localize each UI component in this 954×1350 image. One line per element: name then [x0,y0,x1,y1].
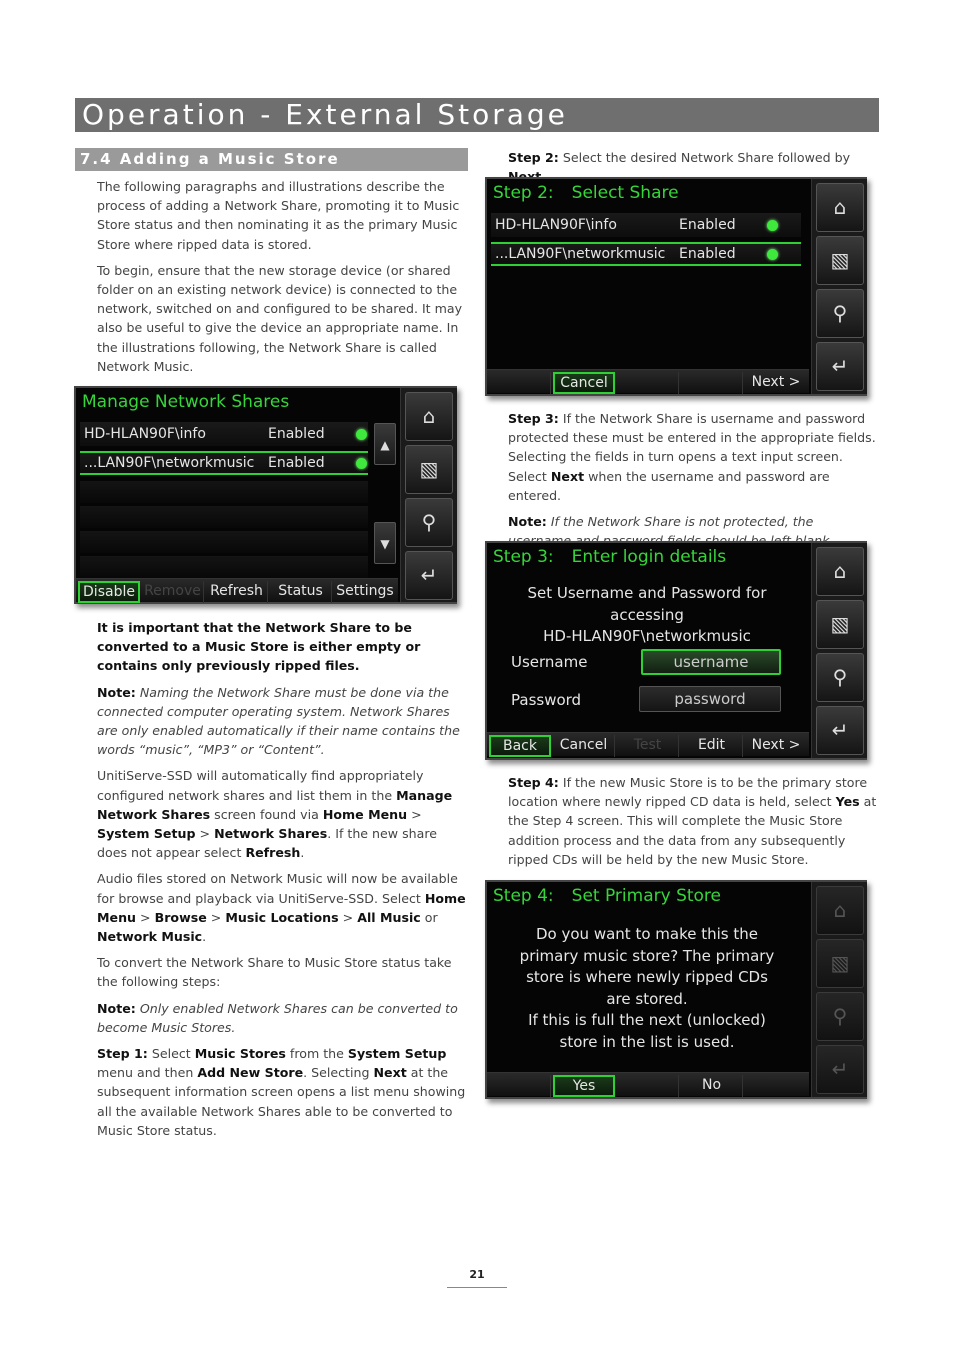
search-icon[interactable]: ⚲ [816,653,864,702]
share-name: HD-HLAN90F\info [84,426,206,442]
browse-icon[interactable]: ▧ [405,445,453,494]
empty-row [80,506,368,528]
status-button[interactable]: Status [270,581,332,603]
side-nav [811,179,867,394]
empty-row [80,556,368,578]
status-dot-icon [356,458,367,469]
manage-network-shares-screen [74,386,457,604]
screen-title: Step 3: Enter login details [493,547,727,567]
home-icon[interactable]: ⌂ [816,886,864,935]
side-nav [811,882,867,1097]
username-label: Username [511,653,588,671]
browse-icon[interactable]: ▧ [816,939,864,988]
left-body [97,618,469,1147]
username-field[interactable]: username [641,649,781,675]
next-button[interactable]: Next > [751,737,801,753]
home-icon[interactable]: ⌂ [816,183,864,232]
enter-icon[interactable]: ↵ [816,1045,864,1094]
share-name: ...LAN90F\networkmusic [84,455,255,471]
status-dot-icon [767,249,778,260]
intro-paragraph: The following paragraphs and illustrations describe the process of adding a Network Share, promoting it to Music Store status and then nominating it as the primary Music Store where ripped data is stored. [97,179,460,252]
screen-title: Step 4: Set Primary Store [493,886,722,906]
primary-store-question [491,924,803,1054]
enter-icon[interactable]: ↵ [405,551,453,600]
cancel-button[interactable]: Cancel [553,735,615,757]
search-icon[interactable]: ⚲ [405,498,453,547]
question-line: store is where newly ripped CDs [526,968,768,987]
section-heading: 7.4 Adding a Music Store [75,148,468,171]
share-name: HD-HLAN90F\info [495,217,617,233]
share-row-selected[interactable] [491,242,801,266]
status-dot-icon [356,429,367,440]
share-row[interactable] [80,422,368,446]
status-dot-icon [767,220,778,231]
browse-paragraph: Audio files stored on Network Music will now be available for browse and playback via UnitiServe-SSD. Select Home Menu > Browse > Music Locations > All Music or Network Music. [97,871,466,945]
screen-title: Step 2: Select Share [493,183,679,203]
scroll-up-button[interactable]: ▲ [374,423,396,465]
note-enabled: Note: Only enabled Network Shares can be converted to become Music Stores. [97,1000,458,1035]
refresh-button[interactable]: Refresh [206,581,268,603]
bottom-bar [487,1072,809,1096]
note-protected: Note: If the Network Share is not protected, the [508,514,814,530]
side-nav [811,543,867,758]
search-icon[interactable]: ⚲ [816,289,864,338]
share-status: Enabled [268,455,325,471]
enter-icon[interactable]: ↵ [816,706,864,755]
instruction-line: Set Username and Password for [527,584,767,602]
password-field[interactable]: password [639,686,781,712]
test-button[interactable]: Test [617,735,679,757]
convert-paragraph: To convert the Network Share to Music Store status take the following steps: [97,955,452,990]
empty-slot [489,372,551,394]
search-icon[interactable]: ⚲ [816,992,864,1041]
login-instructions [491,583,803,648]
step1-paragraph: Step 1: Select Music Stores from the System Setup menu and then Add New Store. Selecting Next at the subsequent information screen opens a list menu showing all the available Network Shares able to be converted to Music Store status. [97,1046,466,1138]
step3-paragraph: Step 3: If the Network Share is username and password protected these must be entered in the appropriate fields. Selecting the fields in turn opens a text input screen. Select Next when the username and password are entered. [508,411,876,503]
empty-slot [617,1075,679,1097]
bottom-bar [76,578,398,602]
step4-text [508,773,880,876]
empty-slot [489,1075,551,1097]
home-icon[interactable]: ⌂ [816,547,864,596]
question-line: primary music store? The primary [519,946,775,965]
screen-title: Manage Network Shares [82,392,290,412]
question-line: store in the list is used. [559,1032,735,1051]
empty-slot [681,372,743,394]
back-button[interactable]: Back [489,735,551,757]
question-line: If this is full the next (unlocked) [528,1011,766,1030]
step4-paragraph: Step 4: If the new Music Store is to be the primary store location where newly ripped CD data is held, select Yes at the Step 4 screen. This will complete the Music Store addition process and the data from any subsequently ripped CDs will be held by the new Music Store. [508,775,877,867]
share-status: Enabled [268,426,325,442]
share-status: Enabled [679,246,736,262]
primary-store-screen [485,880,867,1099]
disable-button[interactable]: Disable [78,581,140,603]
edit-button[interactable]: Edit [681,735,743,757]
empty-row [80,531,368,553]
empty-row [80,481,368,503]
scroll-down-button[interactable]: ▼ [374,522,396,564]
note-naming: Note: Naming the Network Share must be done via the connected computer operating system. Network Shares are only enabled automatically if their name contains the words “music”, “MP3” or “Content”. [97,684,460,758]
home-icon[interactable]: ⌂ [405,392,453,441]
yes-button[interactable]: Yes [553,1075,615,1097]
intro-paragraph-2: To begin, ensure that the new storage device (or shared folder on an existing network device) is connected to the network, switched on and configured to be shared. It may also be useful to give the device an appropriate name. In the illustrations following, the Network Share is called Network Music. [97,262,463,374]
important-text: It is important that the Network Share to be converted to a Music Store is either empty or contains only previously ripped files. [97,620,421,674]
bottom-bar [487,369,809,393]
page-banner: Operation - External Storage [75,98,879,132]
instruction-line: accessing [610,605,684,624]
enter-icon[interactable]: ↵ [816,342,864,391]
no-button[interactable]: No [681,1075,743,1097]
share-row[interactable] [491,213,801,237]
cancel-button[interactable]: Cancel [553,372,615,394]
auto-find-paragraph: UnitiServe-SSD will automatically find appropriately configured network shares and list them in the Manage Network Shares screen found via Home Menu > System Setup > Network Shares. If the new share does not appear select Refresh. [97,768,453,861]
next-button[interactable]: Next > [751,374,801,390]
login-details-screen [485,541,867,760]
empty-slot [617,372,679,394]
browse-icon[interactable]: ▧ [816,600,864,649]
settings-button[interactable]: Settings [336,583,394,599]
select-share-screen [485,177,867,396]
step3-text [508,409,880,557]
password-label: Password [511,691,582,709]
share-status: Enabled [679,217,736,233]
step2-paragraph: Step 2: Select the desired Network Share followed by [508,150,851,165]
remove-button[interactable]: Remove [142,581,204,603]
question-line: Do you want to make this the [536,925,758,943]
empty-slot [745,1075,807,1097]
share-row-selected[interactable] [80,451,368,475]
page-number: 21 [447,1268,507,1288]
side-nav [400,388,457,602]
bottom-bar [487,732,809,756]
left-intro [97,177,467,383]
browse-icon[interactable]: ▧ [816,236,864,285]
share-name: ...LAN90F\networkmusic [495,246,666,262]
question-line: are stored. [606,989,688,1008]
instruction-line: HD-HLAN90F\networkmusic [543,627,751,646]
